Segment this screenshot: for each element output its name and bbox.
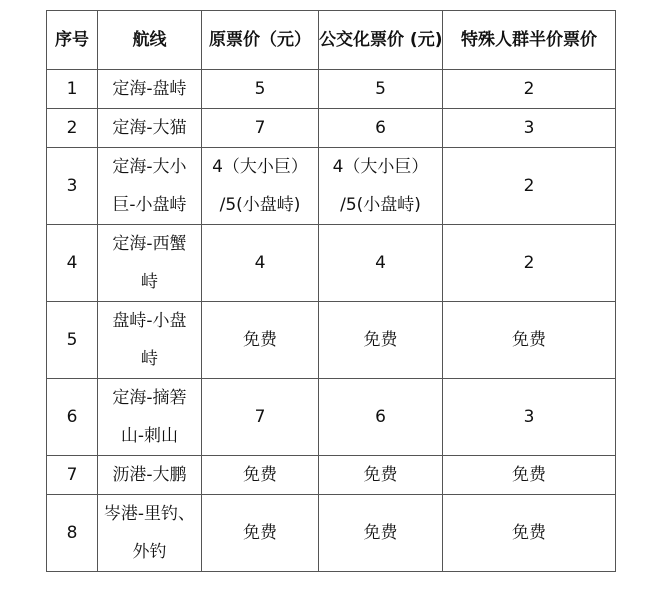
cell-half-fare-line: 2 — [523, 79, 535, 99]
cell-bus-fare — [319, 225, 443, 302]
cell-half-fare — [443, 456, 616, 495]
cell-route-line: 定海-大猫 — [112, 118, 187, 138]
cell-bus-fare-line: 免费 — [363, 330, 398, 350]
cell-bus-fare — [319, 148, 443, 225]
cell-route-line: 外钓 — [132, 542, 167, 562]
cell-bus-fare — [319, 456, 443, 495]
header-bus-fare: 公交化票价 (元) — [319, 11, 443, 70]
cell-bus-fare-line: /5(小盘峙) — [340, 195, 421, 215]
cell-half-fare-line: 免费 — [512, 523, 546, 543]
table-row — [47, 302, 616, 379]
cell-half-fare-line: 3 — [523, 407, 535, 427]
table-row — [47, 70, 616, 109]
header-index: 序号 — [47, 11, 98, 70]
cell-original-fare-line: 免费 — [243, 330, 277, 350]
cell-half-fare — [443, 379, 616, 456]
cell-half-fare-line: 2 — [523, 176, 535, 196]
cell-half-fare — [443, 495, 616, 572]
cell-route-line: 盘峙-小盘 — [112, 311, 187, 331]
cell-original-fare-line: 7 — [254, 407, 266, 427]
cell-original-fare — [202, 495, 319, 572]
cell-bus-fare-line: 免费 — [363, 523, 398, 543]
cell-original-fare-line: 4 — [254, 253, 266, 273]
cell-index: 2 — [47, 109, 98, 148]
table-row — [47, 379, 616, 456]
cell-bus-fare-line: 4 — [375, 253, 386, 273]
cell-bus-fare-line: 免费 — [363, 465, 398, 485]
cell-original-fare — [202, 109, 319, 148]
cell-route — [98, 109, 202, 148]
cell-original-fare-line: 免费 — [243, 523, 277, 543]
header-original-fare: 原票价（元） — [202, 11, 319, 70]
table-body — [47, 70, 616, 572]
cell-route — [98, 70, 202, 109]
cell-index: 6 — [47, 379, 98, 456]
cell-original-fare — [202, 225, 319, 302]
cell-half-fare — [443, 148, 616, 225]
cell-original-fare — [202, 302, 319, 379]
cell-index: 3 — [47, 148, 98, 225]
cell-index: 5 — [47, 302, 98, 379]
cell-route-line: 定海-盘峙 — [112, 79, 187, 99]
cell-original-fare-line: /5(小盘峙) — [219, 195, 301, 215]
cell-index: 1 — [47, 70, 98, 109]
cell-original-fare-line: 5 — [254, 79, 266, 99]
cell-index: 4 — [47, 225, 98, 302]
cell-original-fare — [202, 456, 319, 495]
cell-route-line: 巨-小盘峙 — [112, 195, 187, 215]
cell-half-fare-line: 3 — [523, 118, 535, 138]
cell-bus-fare — [319, 70, 443, 109]
ferry-fare-table — [46, 10, 616, 572]
table-row — [47, 109, 616, 148]
cell-original-fare-line: 免费 — [243, 465, 277, 485]
cell-half-fare — [443, 225, 616, 302]
cell-route-line: 定海-大小 — [112, 157, 187, 177]
cell-bus-fare — [319, 109, 443, 148]
cell-bus-fare — [319, 302, 443, 379]
table-row — [47, 456, 616, 495]
cell-index: 8 — [47, 495, 98, 572]
cell-original-fare-line: 4（大小巨） — [212, 157, 308, 177]
cell-route-line: 峙 — [141, 349, 158, 369]
table-header-row — [47, 11, 616, 70]
cell-original-fare — [202, 70, 319, 109]
cell-route — [98, 148, 202, 225]
cell-route — [98, 225, 202, 302]
table-row — [47, 148, 616, 225]
cell-route-line: 山-刺山 — [120, 426, 179, 446]
cell-bus-fare — [319, 379, 443, 456]
cell-bus-fare — [319, 495, 443, 572]
table-row — [47, 225, 616, 302]
cell-original-fare — [202, 148, 319, 225]
cell-route-line: 岑港-里钓、 — [103, 504, 196, 524]
cell-half-fare-line: 2 — [523, 253, 535, 273]
cell-half-fare — [443, 70, 616, 109]
header-route: 航线 — [98, 11, 202, 70]
cell-bus-fare-line: 6 — [375, 118, 386, 138]
cell-bus-fare-line: 6 — [375, 407, 386, 427]
cell-half-fare-line: 免费 — [512, 465, 546, 485]
cell-index: 7 — [47, 456, 98, 495]
header-half-fare: 特殊人群半价票价 — [443, 11, 616, 70]
cell-bus-fare-line: 4（大小巨） — [332, 157, 429, 177]
cell-route-line: 峙 — [141, 272, 158, 292]
cell-half-fare — [443, 302, 616, 379]
cell-half-fare-line: 免费 — [512, 330, 546, 350]
cell-route-line: 定海-西蟹 — [112, 234, 187, 254]
cell-route — [98, 456, 202, 495]
cell-half-fare — [443, 109, 616, 148]
cell-route-line: 沥港-大鹏 — [112, 465, 187, 485]
cell-original-fare — [202, 379, 319, 456]
cell-route — [98, 379, 202, 456]
cell-route — [98, 495, 202, 572]
table-row — [47, 495, 616, 572]
cell-bus-fare-line: 5 — [375, 79, 386, 99]
cell-original-fare-line: 7 — [254, 118, 266, 138]
cell-route — [98, 302, 202, 379]
cell-route-line: 定海-摘箬 — [112, 388, 187, 408]
